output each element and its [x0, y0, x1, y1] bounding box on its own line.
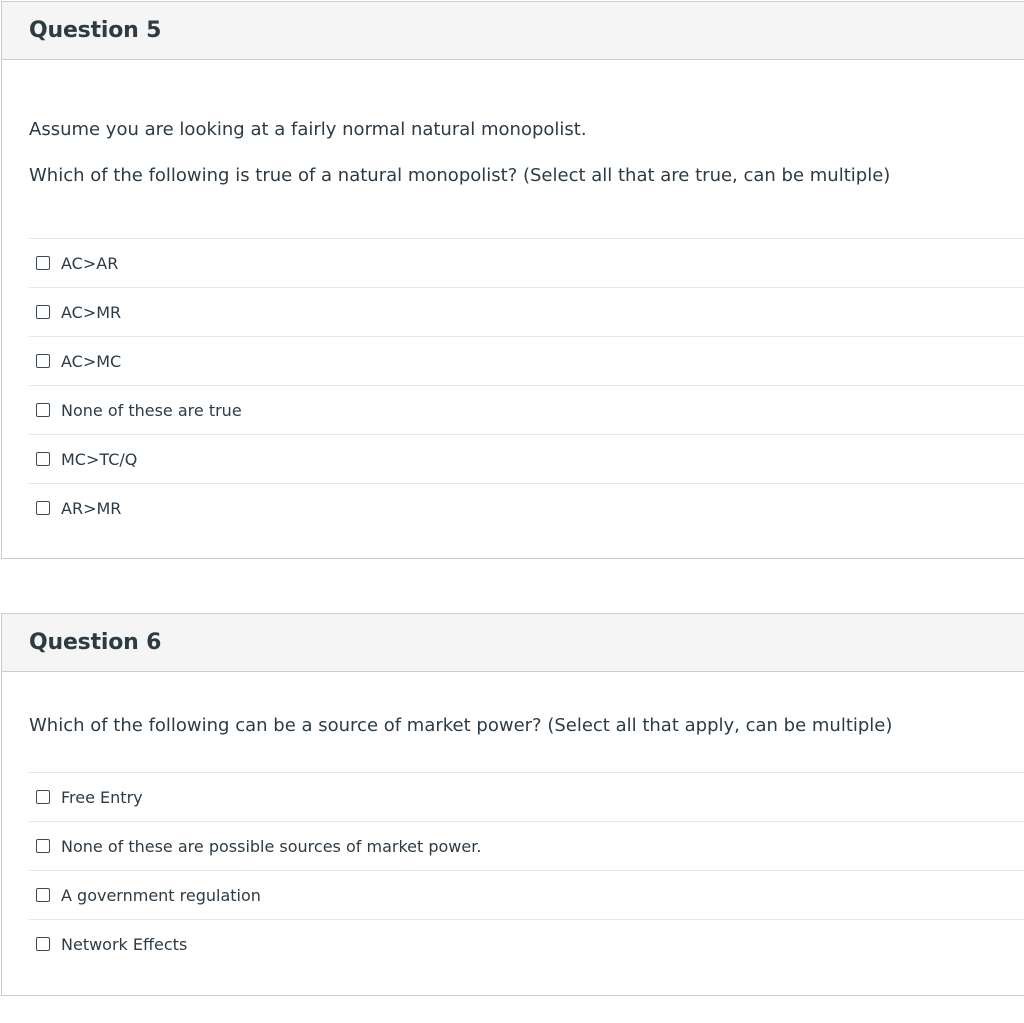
- answer-option[interactable]: [29, 238, 1024, 287]
- answer-label: Network Effects: [61, 934, 188, 954]
- checkbox[interactable]: [36, 888, 50, 902]
- answer-option[interactable]: [29, 336, 1024, 385]
- answer-label: None of these are true: [61, 400, 242, 420]
- answer-label: AC>MC: [61, 351, 122, 371]
- answer-label: A government regulation: [61, 885, 261, 905]
- question-text: Assume you are looking at a fairly normal natural monopolist.: [29, 119, 587, 140]
- checkbox[interactable]: [36, 937, 50, 951]
- question-header: [2, 2, 1024, 60]
- answer-option[interactable]: [29, 919, 1024, 968]
- answer-list: [29, 238, 1024, 532]
- checkbox[interactable]: [36, 403, 50, 417]
- checkbox[interactable]: [36, 501, 50, 515]
- question-title: Question 5: [29, 18, 162, 43]
- answer-label: AC>AR: [61, 253, 119, 273]
- answer-option[interactable]: [29, 434, 1024, 483]
- answer-option[interactable]: [29, 483, 1024, 532]
- checkbox[interactable]: [36, 305, 50, 319]
- question-text: Which of the following is true of a natural monopolist? (Select all that are true, can be multiple): [29, 165, 891, 186]
- question-header: [2, 614, 1024, 672]
- question-title: Question 6: [29, 630, 162, 655]
- checkbox[interactable]: [36, 790, 50, 804]
- checkbox[interactable]: [36, 839, 50, 853]
- checkbox[interactable]: [36, 354, 50, 368]
- checkbox[interactable]: [36, 452, 50, 466]
- answer-option[interactable]: [29, 870, 1024, 919]
- answer-option[interactable]: [29, 772, 1024, 821]
- question-6: [1, 613, 1024, 996]
- answer-option[interactable]: [29, 287, 1024, 336]
- answer-label: Free Entry: [61, 787, 143, 807]
- answer-list: [29, 772, 1024, 968]
- answer-label: AR>MR: [61, 498, 122, 518]
- answer-option[interactable]: [29, 385, 1024, 434]
- answer-label: None of these are possible sources of market power.: [61, 836, 482, 856]
- checkbox[interactable]: [36, 256, 50, 270]
- question-text: Which of the following can be a source of market power? (Select all that apply, can be multiple): [29, 715, 893, 736]
- answer-label: AC>MR: [61, 302, 122, 322]
- question-5: [1, 1, 1024, 559]
- answer-label: MC>TC/Q: [61, 449, 138, 469]
- answer-option[interactable]: [29, 821, 1024, 870]
